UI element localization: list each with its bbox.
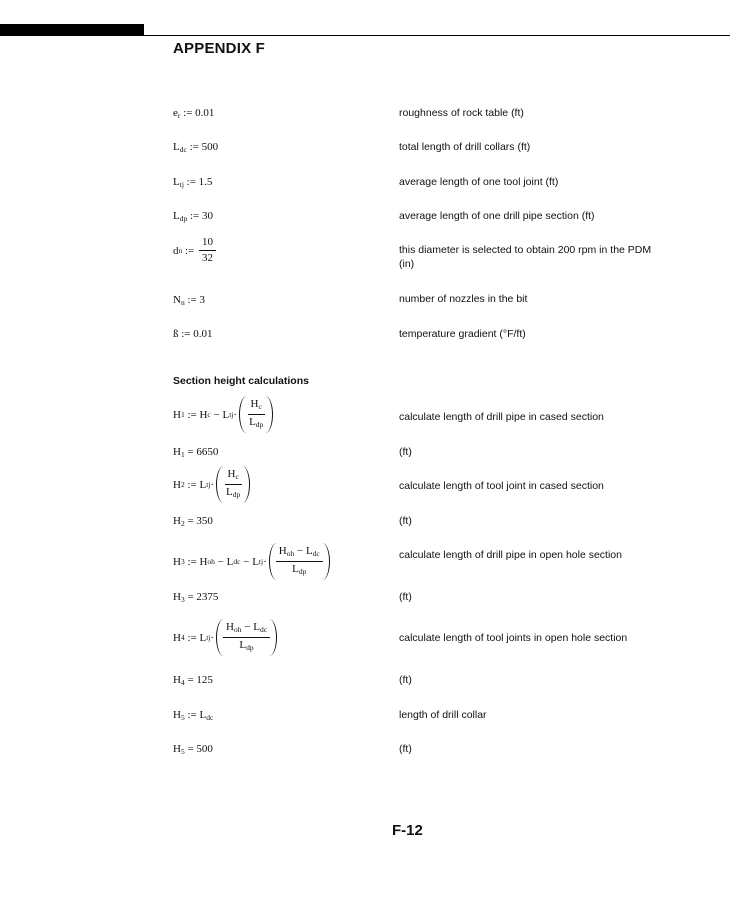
formula-h1: H 1 := H c − L tj · $\frac{H_c}{L_{dp}}$	[173, 396, 273, 433]
page-number: F-12	[392, 822, 423, 839]
formula-h4: H 4 := L tj · $\frac{H_{oh} - L_{dc}}{L_{dp}}$	[173, 619, 277, 656]
constant-beta: ß := 0.01	[173, 328, 213, 340]
constant-nn: $N_n$ := 3	[173, 294, 205, 307]
result-h2: $H_2 = 350$	[173, 515, 213, 528]
result-h2-unit: (ft)	[399, 515, 412, 527]
result-h4: $H_4 = 125$	[173, 674, 213, 687]
section-heading: Section height calculations	[173, 375, 309, 387]
formula-h3-desc: calculate length of drill pipe in open hole section	[399, 549, 622, 561]
constant-beta-desc: temperature gradient (°F/ft)	[399, 328, 526, 340]
constant-ldp-desc: average length of one drill pipe section (ft)	[399, 210, 595, 222]
dn-fraction: $\frac{10}{32}$	[199, 236, 216, 265]
constant-ldp: $L_{dp}$ := 30	[173, 210, 213, 223]
constant-ldc-desc: total length of drill collars (ft)	[399, 141, 531, 153]
formula-h5: $H_5$ := $L_{dc}$	[173, 709, 214, 722]
constant-roughness-desc: roughness of rock table (ft)	[399, 107, 524, 119]
result-h1: $H_1 = 6650$	[173, 446, 219, 459]
constant-ldc: $L_{dc}$ := 500	[173, 141, 219, 154]
constant-ltj-desc: average length of one tool joint (ft)	[399, 176, 559, 188]
constant-nn-desc: number of nozzles in the bit	[399, 293, 528, 305]
result-h3: $H_3 = 2375$	[173, 591, 219, 604]
formula-h4-desc: calculate length of tool joints in open hole section	[399, 632, 628, 644]
result-h1-unit: (ft)	[399, 446, 412, 458]
constant-dn-desc: this diameter is selected to obtain 200 rpm in the PDM (in)	[399, 244, 652, 270]
constant-dn: d n := $\frac{10}{32}$	[173, 236, 218, 265]
formula-h2: H 2 := L tj · $\frac{H_c}{L_{dp}}$	[173, 466, 250, 503]
header-bar	[0, 24, 144, 36]
result-h5-unit: (ft)	[399, 743, 412, 755]
formula-h3: H 3 := H oh − L dc − L tj · $\frac{H_{oh} - L_{dc}}{L_{dp}}$	[173, 543, 330, 580]
header-rule	[144, 35, 730, 36]
result-h4-unit: (ft)	[399, 674, 412, 686]
result-h3-unit: (ft)	[399, 591, 412, 603]
formula-h1-desc: calculate length of drill pipe in cased section	[399, 411, 604, 423]
constant-ltj: $L_{tj}$ := 1.5	[173, 176, 213, 189]
appendix-title: APPENDIX F	[173, 40, 266, 57]
formula-h5-desc: length of drill collar	[399, 709, 487, 721]
result-h5: $H_5 = 500$	[173, 743, 213, 756]
constant-roughness: $e_r$ := 0.01	[173, 107, 215, 120]
formula-h2-desc: calculate length of tool joint in cased section	[399, 480, 604, 492]
